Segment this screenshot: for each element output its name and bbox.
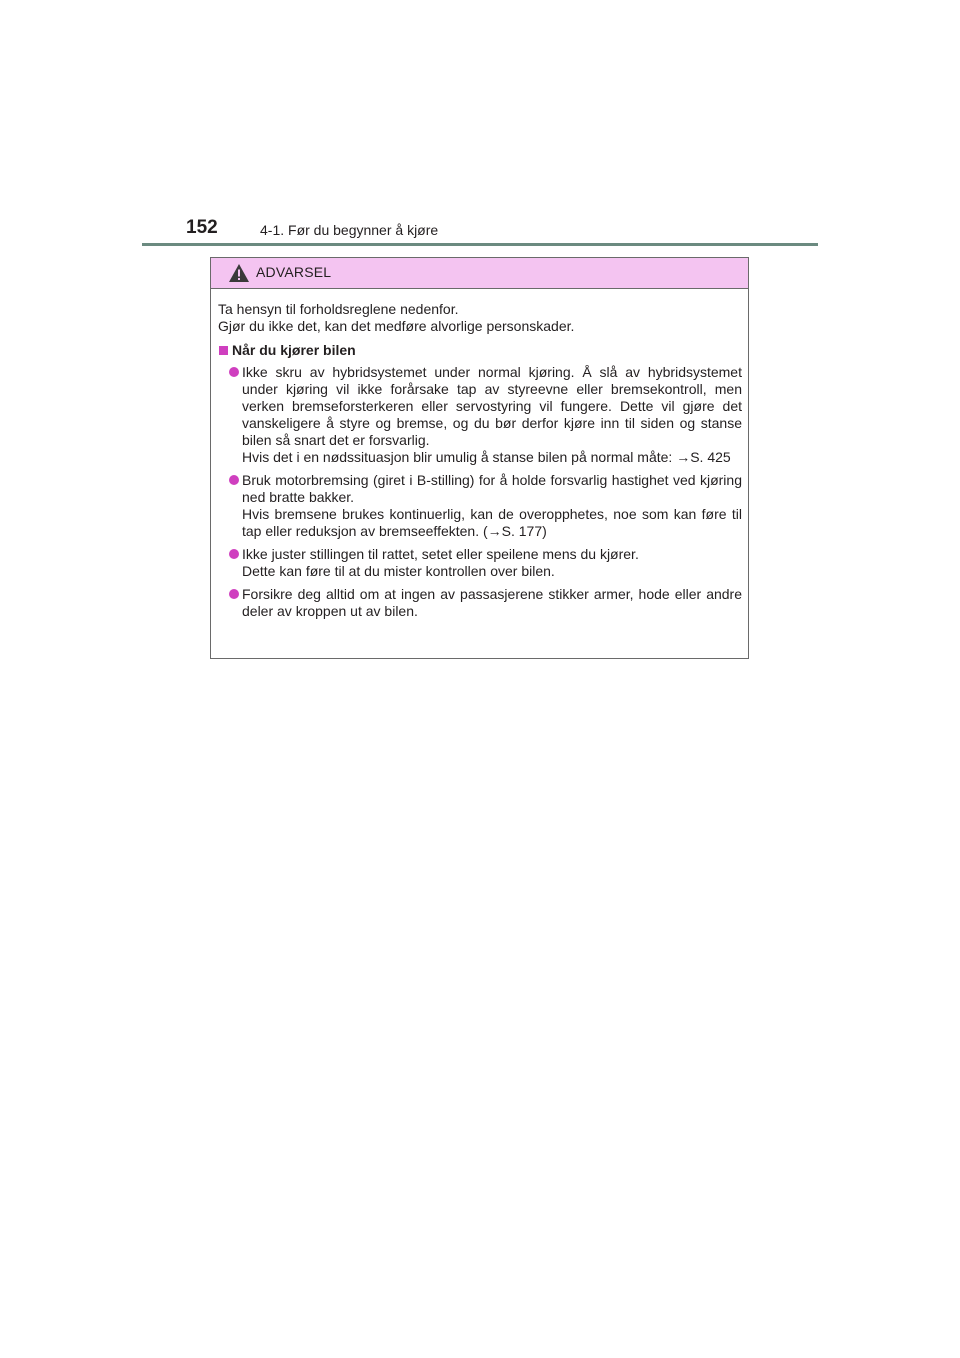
list-item [218, 586, 742, 620]
warning-header [211, 258, 748, 289]
bullet-text: Hvis bremsene brukes kontinuerlig, kan de overopphetes, noe som kan føre til tap eller reduksjon av bremseeffekten. (→S. 177) [242, 506, 742, 539]
subheading-text: Når du kjører bilen [232, 342, 356, 358]
warning-label: ADVARSEL [256, 264, 332, 280]
round-bullet-icon [229, 475, 239, 485]
square-bullet-icon [219, 346, 228, 355]
warning-body [211, 289, 748, 620]
round-bullet-icon [229, 367, 239, 377]
list-item [218, 472, 742, 540]
bullet-text: Forsikre deg alltid om at ingen av passasjerene stikker armer, hode eller andre deler av kroppen ut av bilen. [242, 586, 742, 619]
bullet-text: Hvis det i en nødssituasjon blir umulig å stanse bilen på normal måte: →S. 425 [242, 449, 731, 465]
section-title: 4-1. Før du begynner å kjøre [260, 222, 439, 238]
list-item [218, 364, 742, 466]
page-number: 152 [186, 217, 218, 238]
intro-text [218, 301, 742, 335]
warning-triangle-icon [228, 263, 250, 283]
subheading [218, 342, 742, 359]
intro-line: Gjør du ikke det, kan det medføre alvorlige personskader. [218, 318, 575, 334]
list-item [218, 546, 742, 580]
bullet-text: Dette kan føre til at du mister kontrollen over bilen. [242, 563, 555, 579]
bullet-list [218, 364, 742, 620]
bullet-text: Ikke juster stillingen til rattet, setet eller speilene mens du kjører. [242, 546, 639, 562]
warning-box [210, 257, 749, 659]
round-bullet-icon [229, 549, 239, 559]
bullet-text: Bruk motorbremsing (giret i B-stilling) for å holde forsvarlig hastighet ved kjøring ned bratte bakker. [242, 472, 742, 505]
intro-line: Ta hensyn til forholdsreglene nedenfor. [218, 301, 459, 317]
header-rule [142, 243, 818, 246]
bullet-text: Ikke skru av hybridsystemet under normal kjøring. Å slå av hybridsystemet under kjøring vil ikke forårsake tap av styreevne eller bremsekontroll, men verken bremseforsterkeren eller servostyring vil fungere. Dette vil gjøre det vanskeligere å styre og bremse, og du bør derfor kjøre inn til siden og stanse bilen så snart det er forsvarlig. [242, 364, 742, 448]
round-bullet-icon [229, 589, 239, 599]
